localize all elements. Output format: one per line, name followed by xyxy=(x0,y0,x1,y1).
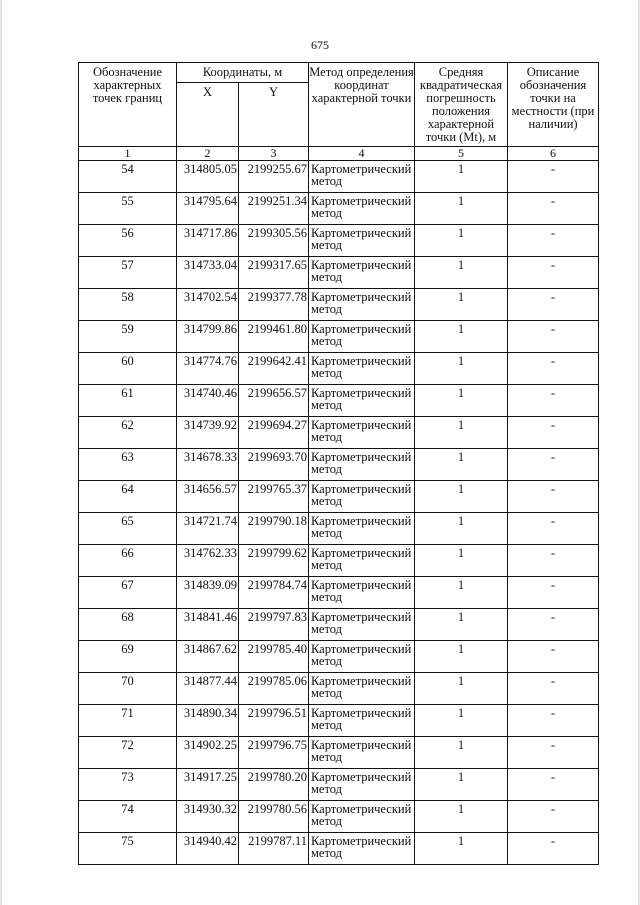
point-cell: 68 xyxy=(79,609,177,641)
point-cell: 61 xyxy=(79,385,177,417)
error-cell: 1 xyxy=(415,449,508,481)
description-cell: - xyxy=(508,673,599,705)
point-cell: 74 xyxy=(79,801,177,833)
table-row xyxy=(79,737,599,769)
description-cell: - xyxy=(508,193,599,225)
method-cell: Картометрический метод xyxy=(309,577,415,609)
x-coordinate-cell: 314940.42 xyxy=(177,833,239,865)
point-cell: 67 xyxy=(79,577,177,609)
table-row xyxy=(79,833,599,865)
method-cell: Картометрический метод xyxy=(309,673,415,705)
error-cell: 1 xyxy=(415,609,508,641)
method-cell: Картометрический метод xyxy=(309,257,415,289)
error-cell: 1 xyxy=(415,513,508,545)
header-coordinates: Координаты, м xyxy=(177,63,309,83)
table-row xyxy=(79,353,599,385)
description-cell: - xyxy=(508,321,599,353)
description-cell: - xyxy=(508,353,599,385)
x-coordinate-cell: 314678.33 xyxy=(177,449,239,481)
point-cell: 71 xyxy=(79,705,177,737)
point-cell: 70 xyxy=(79,673,177,705)
y-coordinate-cell: 2199780.20 xyxy=(239,769,309,801)
description-cell: - xyxy=(508,385,599,417)
method-cell: Картометрический метод xyxy=(309,289,415,321)
method-cell: Картометрический метод xyxy=(309,737,415,769)
table-body xyxy=(79,161,599,865)
table-row xyxy=(79,641,599,673)
error-cell: 1 xyxy=(415,737,508,769)
x-coordinate-cell: 314739.92 xyxy=(177,417,239,449)
table-row xyxy=(79,705,599,737)
y-coordinate-cell: 2199785.40 xyxy=(239,641,309,673)
column-number: 5 xyxy=(415,147,508,161)
method-cell: Картометрический метод xyxy=(309,609,415,641)
y-coordinate-cell: 2199796.75 xyxy=(239,737,309,769)
description-cell: - xyxy=(508,545,599,577)
error-cell: 1 xyxy=(415,353,508,385)
method-cell: Картометрический метод xyxy=(309,641,415,673)
method-cell: Картометрический метод xyxy=(309,161,415,193)
table-row xyxy=(79,193,599,225)
column-number: 3 xyxy=(239,147,309,161)
column-number: 1 xyxy=(79,147,177,161)
table-row xyxy=(79,609,599,641)
x-coordinate-cell: 314839.09 xyxy=(177,577,239,609)
description-cell: - xyxy=(508,577,599,609)
x-coordinate-cell: 314841.46 xyxy=(177,609,239,641)
error-cell: 1 xyxy=(415,673,508,705)
method-cell: Картометрический метод xyxy=(309,481,415,513)
table-row xyxy=(79,449,599,481)
point-cell: 60 xyxy=(79,353,177,385)
header-y: Y xyxy=(239,83,309,147)
x-coordinate-cell: 314774.76 xyxy=(177,353,239,385)
description-cell: - xyxy=(508,289,599,321)
column-number: 6 xyxy=(508,147,599,161)
point-cell: 73 xyxy=(79,769,177,801)
table-row xyxy=(79,417,599,449)
error-cell: 1 xyxy=(415,577,508,609)
y-coordinate-cell: 2199784.74 xyxy=(239,577,309,609)
description-cell: - xyxy=(508,609,599,641)
table-row xyxy=(79,769,599,801)
point-cell: 57 xyxy=(79,257,177,289)
x-coordinate-cell: 314740.46 xyxy=(177,385,239,417)
point-cell: 59 xyxy=(79,321,177,353)
description-cell: - xyxy=(508,513,599,545)
description-cell: - xyxy=(508,737,599,769)
description-cell: - xyxy=(508,417,599,449)
error-cell: 1 xyxy=(415,417,508,449)
description-cell: - xyxy=(508,481,599,513)
table-row xyxy=(79,225,599,257)
error-cell: 1 xyxy=(415,385,508,417)
scan-edge-left xyxy=(0,0,2,905)
header-description: Описание обозначения точки на местности (при наличии) xyxy=(508,63,599,147)
error-cell: 1 xyxy=(415,769,508,801)
x-coordinate-cell: 314721.74 xyxy=(177,513,239,545)
y-coordinate-cell: 2199787.11 xyxy=(239,833,309,865)
x-coordinate-cell: 314717.86 xyxy=(177,225,239,257)
description-cell: - xyxy=(508,449,599,481)
y-coordinate-cell: 2199780.56 xyxy=(239,801,309,833)
point-cell: 64 xyxy=(79,481,177,513)
point-cell: 65 xyxy=(79,513,177,545)
y-coordinate-cell: 2199305.56 xyxy=(239,225,309,257)
x-coordinate-cell: 314902.25 xyxy=(177,737,239,769)
method-cell: Картометрический метод xyxy=(309,193,415,225)
column-numbers-row xyxy=(79,147,599,161)
table-row xyxy=(79,321,599,353)
error-cell: 1 xyxy=(415,257,508,289)
y-coordinate-cell: 2199790.18 xyxy=(239,513,309,545)
description-cell: - xyxy=(508,161,599,193)
table-row xyxy=(79,385,599,417)
error-cell: 1 xyxy=(415,289,508,321)
description-cell: - xyxy=(508,257,599,289)
table-row xyxy=(79,545,599,577)
error-cell: 1 xyxy=(415,545,508,577)
method-cell: Картометрический метод xyxy=(309,705,415,737)
x-coordinate-cell: 314702.54 xyxy=(177,289,239,321)
description-cell: - xyxy=(508,769,599,801)
point-cell: 63 xyxy=(79,449,177,481)
header-point: Обозначение характерных точек границ xyxy=(79,63,177,147)
header-x: X xyxy=(177,83,239,147)
table-row xyxy=(79,481,599,513)
column-number: 4 xyxy=(309,147,415,161)
method-cell: Картометрический метод xyxy=(309,225,415,257)
point-cell: 58 xyxy=(79,289,177,321)
method-cell: Картометрический метод xyxy=(309,769,415,801)
column-number: 2 xyxy=(177,147,239,161)
y-coordinate-cell: 2199765.37 xyxy=(239,481,309,513)
method-cell: Картометрический метод xyxy=(309,513,415,545)
point-cell: 55 xyxy=(79,193,177,225)
error-cell: 1 xyxy=(415,705,508,737)
x-coordinate-cell: 314799.86 xyxy=(177,321,239,353)
x-coordinate-cell: 314890.34 xyxy=(177,705,239,737)
table-row xyxy=(79,161,599,193)
point-cell: 62 xyxy=(79,417,177,449)
page-number: 675 xyxy=(311,38,329,52)
y-coordinate-cell: 2199693.70 xyxy=(239,449,309,481)
y-coordinate-cell: 2199799.62 xyxy=(239,545,309,577)
x-coordinate-cell: 314867.62 xyxy=(177,641,239,673)
y-coordinate-cell: 2199642.41 xyxy=(239,353,309,385)
header-error: Средняя квадратическая погрешность положения характерной точки (Mt), м xyxy=(415,63,508,147)
y-coordinate-cell: 2199796.51 xyxy=(239,705,309,737)
x-coordinate-cell: 314930.32 xyxy=(177,801,239,833)
table-row xyxy=(79,257,599,289)
x-coordinate-cell: 314762.33 xyxy=(177,545,239,577)
table-row xyxy=(79,801,599,833)
y-coordinate-cell: 2199797.83 xyxy=(239,609,309,641)
y-coordinate-cell: 2199461.80 xyxy=(239,321,309,353)
error-cell: 1 xyxy=(415,801,508,833)
error-cell: 1 xyxy=(415,161,508,193)
description-cell: - xyxy=(508,705,599,737)
description-cell: - xyxy=(508,833,599,865)
y-coordinate-cell: 2199377.78 xyxy=(239,289,309,321)
table-row xyxy=(79,673,599,705)
method-cell: Картометрический метод xyxy=(309,385,415,417)
point-cell: 75 xyxy=(79,833,177,865)
y-coordinate-cell: 2199317.65 xyxy=(239,257,309,289)
point-cell: 69 xyxy=(79,641,177,673)
error-cell: 1 xyxy=(415,321,508,353)
y-coordinate-cell: 2199255.67 xyxy=(239,161,309,193)
y-coordinate-cell: 2199785.06 xyxy=(239,673,309,705)
method-cell: Картометрический метод xyxy=(309,449,415,481)
point-cell: 72 xyxy=(79,737,177,769)
description-cell: - xyxy=(508,801,599,833)
method-cell: Картометрический метод xyxy=(309,801,415,833)
error-cell: 1 xyxy=(415,833,508,865)
table-row xyxy=(79,577,599,609)
header-method: Метод определения координат характерной точки xyxy=(309,63,415,147)
method-cell: Картометрический метод xyxy=(309,321,415,353)
y-coordinate-cell: 2199251.34 xyxy=(239,193,309,225)
x-coordinate-cell: 314733.04 xyxy=(177,257,239,289)
description-cell: - xyxy=(508,641,599,673)
x-coordinate-cell: 314877.44 xyxy=(177,673,239,705)
point-cell: 54 xyxy=(79,161,177,193)
error-cell: 1 xyxy=(415,193,508,225)
x-coordinate-cell: 314656.57 xyxy=(177,481,239,513)
error-cell: 1 xyxy=(415,641,508,673)
x-coordinate-cell: 314795.64 xyxy=(177,193,239,225)
table-row xyxy=(79,289,599,321)
method-cell: Картометрический метод xyxy=(309,353,415,385)
method-cell: Картометрический метод xyxy=(309,417,415,449)
y-coordinate-cell: 2199694.27 xyxy=(239,417,309,449)
method-cell: Картометрический метод xyxy=(309,545,415,577)
x-coordinate-cell: 314805.05 xyxy=(177,161,239,193)
description-cell: - xyxy=(508,225,599,257)
point-cell: 56 xyxy=(79,225,177,257)
error-cell: 1 xyxy=(415,481,508,513)
table-row xyxy=(79,513,599,545)
point-cell: 66 xyxy=(79,545,177,577)
y-coordinate-cell: 2199656.57 xyxy=(239,385,309,417)
x-coordinate-cell: 314917.25 xyxy=(177,769,239,801)
error-cell: 1 xyxy=(415,225,508,257)
coordinates-table xyxy=(78,62,599,865)
method-cell: Картометрический метод xyxy=(309,833,415,865)
